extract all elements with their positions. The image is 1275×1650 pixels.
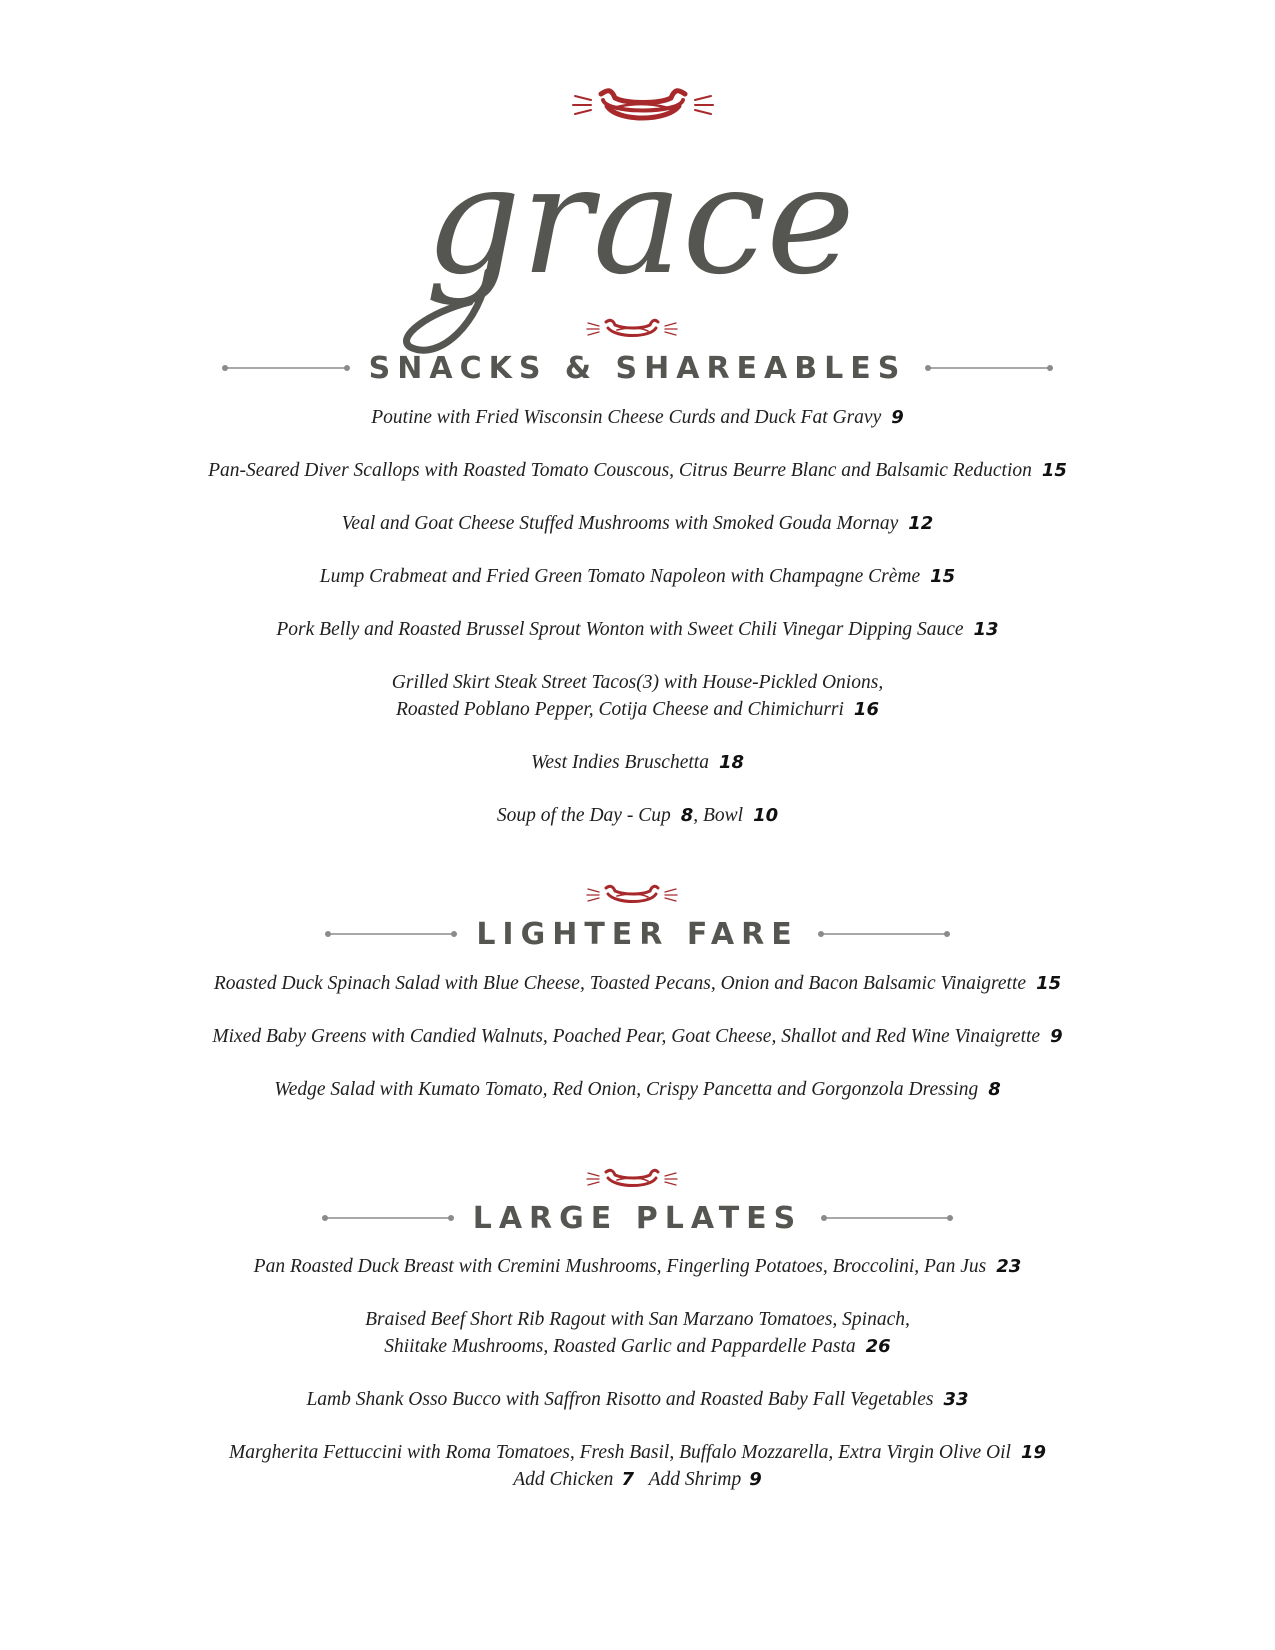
menu-item: Veal and Goat Cheese Stuffed Mushrooms with Smoked Gouda Mornay 12 [341, 513, 934, 534]
section-title: LARGE PLATES [472, 1200, 803, 1236]
divider-left [325, 1217, 451, 1219]
menu-list-large-plates [100, 1253, 1175, 1519]
divider-right [824, 1217, 950, 1219]
section-header-large-plates [0, 1166, 1275, 1246]
menu-item-price: 33 [943, 1389, 969, 1410]
section-header-lighter-fare [0, 882, 1275, 962]
menu-item: Pork Belly and Roasted Brussel Sprout Wonton with Sweet Chili Vinegar Dipping Sauce 13 [276, 619, 999, 640]
menu-item-price: 13 [973, 619, 999, 640]
menu-item-price: 15 [1041, 460, 1067, 481]
addons: Add Chicken 7 Add Shrimp 9 [513, 1469, 762, 1490]
divider-right [821, 933, 947, 935]
logo [0, 60, 1275, 310]
addon-price: 9 [749, 1469, 762, 1490]
halo-icon [584, 316, 680, 344]
menu-item: Pan Roasted Duck Breast with Cremini Mushrooms, Fingerling Potatoes, Broccolini, Pan Jus 23 [253, 1256, 1022, 1277]
menu-item: Wedge Salad with Kumato Tomato, Red Onion, Crispy Pancetta and Gorgonzola Dressing 8 [274, 1079, 1001, 1100]
addon-price: 7 [621, 1469, 634, 1490]
menu-item-price: 15 [930, 566, 956, 587]
menu-item-price: 8 [680, 805, 694, 826]
menu-item-price: 8 [988, 1079, 1001, 1100]
menu-item-price: 16 [853, 699, 879, 720]
menu-list-lighter-fare [100, 970, 1175, 1129]
menu-item: Lump Crabmeat and Fried Green Tomato Napoleon with Champagne Crème 15 [319, 566, 956, 587]
menu-item-price: 9 [1050, 1026, 1063, 1047]
halo-icon [584, 1166, 680, 1194]
menu-item: Braised Beef Short Rib Ragout with San Marzano Tomatoes, Spinach, Shiitake Mushrooms, Roasted Garlic and Pappardelle Pasta 26 [365, 1309, 910, 1357]
divider-left [328, 933, 454, 935]
menu-item-price: 23 [996, 1256, 1022, 1277]
menu-item: Roasted Duck Spinach Salad with Blue Cheese, Toasted Pecans, Onion and Bacon Balsamic Vinaigrette 15 [213, 973, 1062, 994]
menu-list-snacks [100, 404, 1175, 855]
menu-item: Pan-Seared Diver Scallops with Roasted Tomato Couscous, Citrus Beurre Blanc and Balsamic Reduction 15 [208, 460, 1067, 481]
divider-left [225, 367, 347, 369]
section-title: LIGHTER FARE [476, 916, 799, 952]
menu-item-soup: Soup of the Day - Cup 8, Bowl 10 [496, 805, 779, 826]
menu-item-price: 19 [1020, 1442, 1046, 1463]
divider-right [928, 367, 1050, 369]
menu-item: West Indies Bruschetta 18 [530, 752, 745, 773]
menu-item-price: 26 [865, 1336, 891, 1357]
menu-item-price: 15 [1036, 973, 1062, 994]
menu-item: Lamb Shank Osso Bucco with Saffron Risotto and Roasted Baby Fall Vegetables 33 [306, 1389, 969, 1410]
halo-icon [584, 882, 680, 910]
menu-item-price: 9 [891, 407, 904, 428]
svg-text:grace: grace [425, 134, 855, 308]
menu-item-price: 12 [908, 513, 934, 534]
menu-item: Mixed Baby Greens with Candied Walnuts, Poached Pear, Goat Cheese, Shallot and Red Wine Vinaigrette 9 [212, 1026, 1063, 1047]
menu-item-price: 10 [753, 805, 779, 826]
section-header-snacks [0, 316, 1275, 396]
section-title: SNACKS & SHAREABLES [368, 350, 907, 386]
menu-item: Grilled Skirt Steak Street Tacos(3) with House-Pickled Onions, Roasted Poblano Pepper, Cotija Cheese and Chimichurri 16 [391, 672, 884, 720]
menu-item-price: 18 [718, 752, 745, 773]
menu-item: Poutine with Fried Wisconsin Cheese Curds and Duck Fat Gravy 9 [371, 407, 904, 428]
menu-item: Margherita Fettuccini with Roma Tomatoes, Fresh Basil, Buffalo Mozzarella, Extra Virgin Olive Oil 19 Add Chicken 7 Add Shrimp 9 [229, 1442, 1046, 1490]
